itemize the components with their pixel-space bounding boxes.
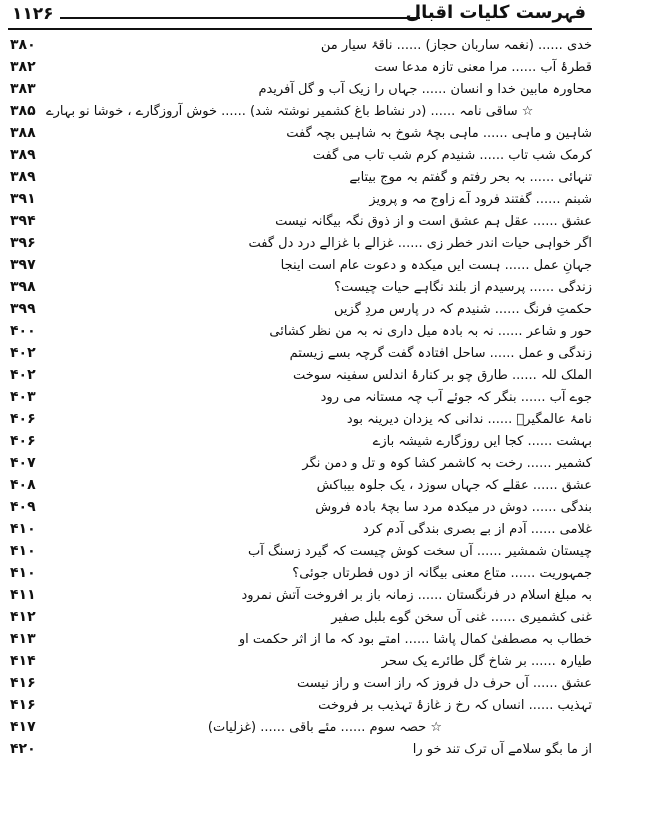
toc-entry (8, 78, 592, 100)
toc-page-number: ۴۱۰ (10, 543, 36, 559)
toc-entry-title: جہانِ عمل ...... ہست ایں میکدہ و دعوت عام است اینجا (280, 257, 592, 273)
toc-entry-title: چیستان شمشیر ...... آں سخت کوش چیست کہ گیرد زسنگ آب (248, 543, 592, 559)
toc-page-number: ۴۱۷ (10, 719, 36, 735)
toc-page-number: ۴۰۲ (10, 367, 36, 383)
toc-entry-title: شاہین و ماہی ...... ماہی بچۂ شوخ بہ شاہیں بچہ گفت (286, 125, 592, 141)
toc-page-number: ۳۸۲ (10, 59, 36, 75)
toc-entry (8, 320, 592, 342)
toc-entry (8, 100, 592, 122)
toc-entry-title: عشق ...... عقل ہم عشق است و از ذوق نگہ بیگانہ نیست (275, 213, 592, 229)
toc-entry-title: شبنم ...... گفتند فرود آے زاوج مہ و پرویز (369, 191, 592, 207)
toc-entry (8, 232, 592, 254)
toc-entry (8, 210, 592, 232)
toc-entry-title: حکمتِ فرنگ ...... شنیدم کہ در پارس مردِ گزیں (333, 301, 592, 317)
toc-page-number: ۴۱۰ (10, 521, 36, 537)
toc-page-number: ۳۸۸ (10, 125, 36, 141)
toc-page-number: ۴۰۹ (10, 499, 36, 515)
toc-entry-title: از ما بگو سلامے آں ترک تند خو را (412, 741, 592, 757)
toc-page-number: ۴۱۱ (10, 587, 36, 603)
table-of-contents (8, 34, 592, 760)
toc-entry-title: بہ مبلغ اسلام در فرنگستان ...... زمانہ باز بر افروخت آتش نمرود (241, 587, 592, 603)
toc-page-number: ۳۹۹ (10, 301, 36, 317)
toc-page-number: ۳۹۱ (10, 191, 36, 207)
toc-entry (8, 364, 592, 386)
toc-entry-title: طیارہ ...... بر شاخ گل طائرے یک سحر (381, 653, 592, 669)
toc-page-number: ۴۰۶ (10, 411, 36, 427)
toc-entry (8, 56, 592, 78)
header-divider (8, 28, 592, 30)
toc-page-number: ۳۸۳ (10, 81, 36, 97)
toc-page-number: ۳۹۸ (10, 279, 36, 295)
toc-entry-title: جمہوریت ...... متاع معنی بیگانہ از دوں فطرتاں جوئی؟ (292, 565, 592, 581)
toc-page-number: ۴۲۰ (10, 741, 36, 757)
page-title: فہرست کلیات اقبال (405, 2, 586, 23)
toc-page-number: ۴۱۲ (10, 609, 36, 625)
toc-entry-title: غنی کشمیری ...... غنی آں سخن گوے بلبل صفیر (331, 609, 592, 625)
toc-page-number: ۳۸۹ (10, 147, 36, 163)
toc-entry (8, 540, 592, 562)
toc-entry-title: زندگی ...... پرسیدم از بلند نگاہے حیات چیست؟ (334, 279, 592, 295)
toc-entry (8, 496, 592, 518)
toc-page-number: ۳۹۶ (10, 235, 36, 251)
toc-entry-title: اگر خواہی حیات اندر خطر زی ...... غزالے با غزالے درد دل گفت (248, 235, 592, 251)
toc-page-number: ۴۰۶ (10, 433, 36, 449)
toc-page-number: ۴۱۶ (10, 697, 36, 713)
toc-page-number: ۴۱۴ (10, 653, 36, 669)
header-rule (60, 17, 420, 19)
toc-entry-title: الملک للہ ...... طارق چو بر کنارۂ اندلس سفینہ سوخت (292, 367, 592, 383)
toc-entry (8, 276, 592, 298)
page-number: ۱۱۲۶ (12, 4, 54, 24)
toc-entry (8, 34, 592, 56)
toc-entry (8, 122, 592, 144)
toc-entry (8, 386, 592, 408)
toc-page-number: ۴۱۰ (10, 565, 36, 581)
toc-entry (8, 562, 592, 584)
toc-entry (8, 144, 592, 166)
toc-entry-title: حور و شاعر ...... نہ بہ بادہ میل داری نہ بہ من نظر کشائی (269, 323, 592, 339)
toc-page-number: ۳۸۰ (10, 37, 36, 53)
toc-entry-title: کرمک شب تاب ...... شنیدم کرم شب تاب می گفت (312, 147, 592, 163)
toc-entry (8, 298, 592, 320)
toc-page-number: ۴۱۳ (10, 631, 36, 647)
toc-entry-title: خدی ...... (نغمہ ساربان حجاز) ...... ناقۂ سیار من (320, 37, 592, 53)
toc-page-number: ۳۹۷ (10, 257, 36, 273)
toc-page-number: ۴۰۰ (10, 323, 36, 339)
toc-page-number: ۳۸۵ (10, 103, 36, 119)
toc-entry (8, 584, 592, 606)
toc-entry (8, 430, 592, 452)
toc-entry (8, 672, 592, 694)
toc-entry (8, 716, 592, 738)
toc-page-number: ۴۰۳ (10, 389, 36, 405)
toc-entry-title: جوے آب ...... بنگر کہ جوئے آب چہ مستانہ می رود (320, 389, 592, 405)
toc-entry-title: عشق ...... آں حرف دل فروز کہ راز است و راز نیست (296, 675, 592, 691)
toc-entry (8, 188, 592, 210)
toc-entry (8, 342, 592, 364)
toc-entry (8, 650, 592, 672)
toc-entry (8, 452, 592, 474)
toc-page-number: ۴۰۸ (10, 477, 36, 493)
toc-entry-title: نامۂ عالمگیرؒ ...... ندانی کہ یزدان دیرینہ بود (346, 411, 592, 427)
toc-entry (8, 254, 592, 276)
toc-entry (8, 408, 592, 430)
toc-entry-title: غلامی ...... آدم از بے بصری بندگی آدم کرد (362, 521, 592, 537)
toc-entry (8, 474, 592, 496)
toc-page-number: ۴۰۷ (10, 455, 36, 471)
toc-entry (8, 738, 592, 760)
toc-entry-title: قطرۂ آب ...... مرا معنی تازہ مدعا ست (374, 59, 592, 75)
toc-entry-title: بہشت ...... کجا ایں روزگارے شیشہ بازے (372, 433, 592, 449)
toc-entry-title: زندگی و عمل ...... ساحل افتادہ گفت گرچہ بسے زیستم (289, 345, 592, 361)
page-header (0, 0, 600, 30)
toc-entry (8, 518, 592, 540)
toc-page-number: ۴۱۶ (10, 675, 36, 691)
toc-entry-title: خطاب بہ مصطفیٰ کمال پاشا ...... امتے بود کہ ما از اثر حکمت او (238, 631, 592, 647)
toc-entry-title: بندگی ...... دوش در میکدہ مرد سا بچۂ بادہ فروش (315, 499, 592, 515)
toc-entry (8, 694, 592, 716)
toc-entry (8, 166, 592, 188)
toc-entry-title: تہذیب ...... انساں کہ رخ ز غازۂ تہذیب بر فروخت (318, 697, 592, 713)
toc-entry-title: عشق ...... عقلے کہ جہاں سوزد ، یک جلوہ بیباکش (316, 477, 592, 493)
toc-entry-title: محاورہ مابین خدا و انسان ...... جہاں را زیک آب و گل آفریدم (258, 81, 592, 97)
toc-page-number: ۴۰۲ (10, 345, 36, 361)
toc-entry (8, 606, 592, 628)
toc-entry-title: ☆ ساقی نامہ ...... (در نشاط باغ کشمیر نوشتہ شد) ...... خوش آروزگارے ، خوشا نو بہارے (46, 103, 534, 119)
toc-entry-title: کشمیر ...... رخت بہ کاشمر کشا کوہ و تل و دمن نگر (302, 455, 592, 471)
toc-entry (8, 628, 592, 650)
toc-entry-title: ☆ حصہ سوم ...... مئے باقی ...... (غزلیات) (207, 719, 442, 735)
toc-entry-title: تنہائی ...... بہ بحر رفتم و گفتم بہ موج بیتابے (349, 169, 592, 185)
toc-page-number: ۳۸۹ (10, 169, 36, 185)
toc-page-number: ۳۹۴ (10, 213, 36, 229)
